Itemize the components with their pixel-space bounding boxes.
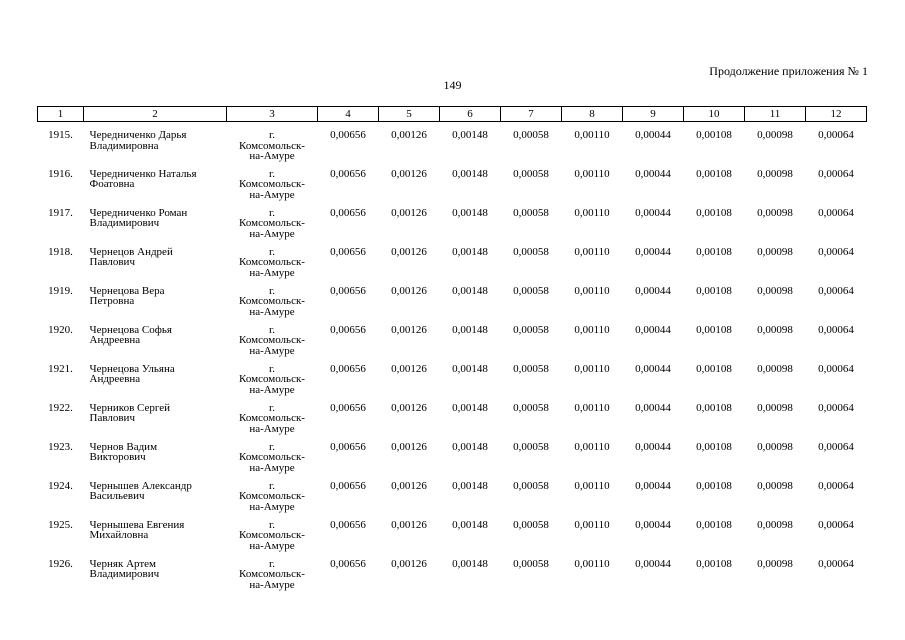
person-name-line: Чернышев Александр: [89, 479, 192, 492]
value-cell: 0,00064: [818, 245, 854, 258]
value-cell: 0,00058: [513, 362, 549, 375]
table-row: [38, 169, 867, 208]
value-cell: 0,00110: [574, 479, 610, 492]
value-cell: 0,00044: [635, 206, 671, 219]
city-name: [227, 169, 318, 208]
person-name-line: Черняк Артем: [89, 557, 157, 570]
value-cell: 0,00108: [696, 129, 732, 141]
value-cell: 0,00098: [757, 401, 793, 414]
value-cell: 0,00044: [635, 479, 671, 492]
value-cell: 0,00126: [391, 440, 427, 453]
person-name-line: Чередниченко Наталья: [89, 167, 197, 180]
row-number: 1924.: [48, 479, 73, 492]
city-name: [227, 286, 318, 325]
value-cell: 0,00108: [696, 362, 732, 375]
city-name-line: на-Амуре: [249, 500, 295, 513]
city-name: [227, 481, 318, 520]
value-cell: 0,00148: [452, 167, 488, 180]
city-name-line: Комсомольск-: [239, 178, 305, 190]
value-cell: 0,00044: [635, 245, 671, 258]
person-name-line: Чернышева Евгения: [89, 518, 185, 531]
city-name-line: Комсомольск-: [239, 256, 305, 268]
value-cell: 0,00098: [757, 323, 793, 336]
value-cell: 0,00044: [635, 401, 671, 414]
value-cell: 0,00126: [391, 245, 427, 258]
value-cell: 0,00656: [330, 479, 366, 492]
value-cell: 0,00058: [513, 557, 549, 570]
value-cell: 0,00098: [757, 245, 793, 258]
row-number: 1918.: [48, 245, 73, 258]
value-cell: 0,00098: [757, 206, 793, 219]
city-name-line: Комсомольск-: [239, 334, 305, 346]
city-name-line: Комсомольск-: [239, 139, 305, 152]
person-name: [84, 208, 227, 247]
value-cell: 0,00058: [513, 167, 549, 180]
value-cell: 0,00064: [818, 518, 854, 531]
value-cell: 0,00110: [574, 518, 610, 531]
person-name: [84, 403, 227, 442]
value-cell: 0,00098: [757, 167, 793, 180]
person-name: [84, 559, 227, 598]
city-name-line: г.: [268, 323, 276, 336]
row-number: 1916.: [48, 167, 73, 180]
value-cell: 0,00148: [452, 245, 488, 258]
value-cell: 0,00064: [818, 206, 854, 219]
column-header: 4: [318, 107, 379, 122]
city-name-line: на-Амуре: [249, 150, 295, 162]
person-name-line: Павлович: [89, 256, 135, 268]
value-cell: 0,00656: [330, 440, 366, 453]
value-cell: 0,00148: [452, 206, 488, 219]
value-cell: 0,00148: [452, 479, 488, 492]
value-cell: 0,00656: [330, 167, 366, 180]
table-row: [38, 208, 867, 247]
city-name-line: Комсомольск-: [239, 568, 305, 580]
person-name: [84, 364, 227, 403]
value-cell: 0,00126: [391, 129, 427, 141]
city-name-line: г.: [268, 362, 276, 375]
column-header: 11: [745, 107, 806, 122]
value-cell: 0,00058: [513, 129, 549, 141]
table-row: [38, 442, 867, 481]
row-number: 1917.: [48, 206, 73, 219]
table-row: [38, 325, 867, 364]
person-name-line: Викторович: [89, 451, 146, 463]
column-header: 1: [38, 107, 84, 122]
person-name: [84, 481, 227, 520]
city-name: [227, 442, 318, 481]
row-number: 1923.: [48, 440, 73, 453]
value-cell: 0,00126: [391, 479, 427, 492]
city-name-line: на-Амуре: [249, 266, 295, 279]
city-name-line: на-Амуре: [249, 539, 295, 552]
value-cell: 0,00126: [391, 557, 427, 570]
table-row: [38, 122, 867, 169]
value-cell: 0,00148: [452, 518, 488, 531]
row-number: 1919.: [48, 284, 73, 297]
value-cell: 0,00044: [635, 284, 671, 297]
person-name-line: Владимирович: [89, 568, 160, 580]
value-cell: 0,00064: [818, 362, 854, 375]
value-cell: 0,00044: [635, 440, 671, 453]
value-cell: 0,00108: [696, 284, 732, 297]
column-header: 6: [440, 107, 501, 122]
column-header: 3: [227, 107, 318, 122]
city-name-line: на-Амуре: [249, 383, 295, 396]
value-cell: 0,00108: [696, 206, 732, 219]
value-cell: 0,00064: [818, 167, 854, 180]
value-cell: 0,00656: [330, 129, 366, 141]
value-cell: 0,00058: [513, 518, 549, 531]
city-name: [227, 403, 318, 442]
city-name-line: на-Амуре: [249, 344, 295, 357]
value-cell: 0,00044: [635, 323, 671, 336]
value-cell: 0,00044: [635, 129, 671, 141]
city-name: [227, 325, 318, 364]
value-cell: 0,00044: [635, 362, 671, 375]
column-header: 2: [84, 107, 227, 122]
table-body: [38, 122, 867, 598]
city-name: [227, 208, 318, 247]
city-name: [227, 364, 318, 403]
person-name: [84, 520, 227, 559]
value-cell: 0,00098: [757, 362, 793, 375]
person-name-line: Павлович: [89, 412, 135, 424]
row-number: 1920.: [48, 323, 73, 336]
person-name-line: Чернецов Андрей: [89, 245, 173, 258]
appendix-table: [37, 106, 867, 598]
value-cell: 0,00058: [513, 440, 549, 453]
value-cell: 0,00110: [574, 206, 610, 219]
city-name-line: г.: [268, 167, 276, 180]
column-header: 12: [806, 107, 867, 122]
value-cell: 0,00058: [513, 479, 549, 492]
value-cell: 0,00108: [696, 245, 732, 258]
column-header: 9: [623, 107, 684, 122]
table-row: [38, 247, 867, 286]
city-name-line: г.: [268, 401, 276, 414]
value-cell: 0,00126: [391, 401, 427, 414]
value-cell: 0,00656: [330, 206, 366, 219]
person-name-line: Черников Сергей: [89, 401, 171, 414]
value-cell: 0,00098: [757, 479, 793, 492]
value-cell: 0,00126: [391, 284, 427, 297]
person-name-line: Андреевна: [89, 373, 141, 385]
table-row: [38, 286, 867, 325]
value-cell: 0,00110: [574, 323, 610, 336]
row-number: 1922.: [48, 401, 73, 414]
person-name-line: Фоатовна: [89, 178, 135, 190]
city-name: [227, 520, 318, 559]
value-cell: 0,00098: [757, 284, 793, 297]
value-cell: 0,00656: [330, 284, 366, 297]
city-name-line: на-Амуре: [249, 422, 295, 435]
value-cell: 0,00108: [696, 401, 732, 414]
value-cell: 0,00064: [818, 401, 854, 414]
value-cell: 0,00108: [696, 518, 732, 531]
city-name-line: г.: [268, 284, 276, 297]
value-cell: 0,00656: [330, 323, 366, 336]
table-row: [38, 481, 867, 520]
table-row: [38, 403, 867, 442]
value-cell: 0,00148: [452, 440, 488, 453]
value-cell: 0,00064: [818, 440, 854, 453]
value-cell: 0,00110: [574, 129, 610, 141]
city-name-line: на-Амуре: [249, 578, 295, 591]
value-cell: 0,00656: [330, 557, 366, 570]
city-name: [227, 559, 318, 598]
person-name-line: Чернецова Ульяна: [89, 362, 175, 375]
value-cell: 0,00656: [330, 245, 366, 258]
city-name-line: г.: [268, 440, 276, 453]
page-number: 149: [443, 78, 462, 92]
city-name-line: Комсомольск-: [239, 217, 305, 229]
value-cell: 0,00126: [391, 518, 427, 531]
value-cell: 0,00108: [696, 440, 732, 453]
value-cell: 0,00058: [513, 401, 549, 414]
table-row: [38, 559, 867, 598]
value-cell: 0,00110: [574, 440, 610, 453]
table-row: [38, 364, 867, 403]
person-name: [84, 122, 227, 169]
city-name-line: на-Амуре: [249, 227, 295, 240]
city-name-line: г.: [268, 245, 276, 258]
value-cell: 0,00126: [391, 167, 427, 180]
city-name: [227, 247, 318, 286]
city-name-line: г.: [268, 206, 276, 219]
city-name-line: Комсомольск-: [239, 412, 305, 424]
value-cell: 0,00098: [757, 557, 793, 570]
value-cell: 0,00126: [391, 323, 427, 336]
person-name-line: Чередниченко Дарья: [89, 129, 187, 141]
value-cell: 0,00110: [574, 167, 610, 180]
person-name-line: Чередниченко Роман: [89, 206, 188, 219]
value-cell: 0,00110: [574, 401, 610, 414]
column-header: 5: [379, 107, 440, 122]
value-cell: 0,00108: [696, 167, 732, 180]
value-cell: 0,00148: [452, 129, 488, 141]
person-name: [84, 169, 227, 208]
value-cell: 0,00126: [391, 362, 427, 375]
column-header-row: [38, 107, 867, 122]
city-name-line: г.: [268, 479, 276, 492]
column-header: 7: [501, 107, 562, 122]
value-cell: 0,00148: [452, 401, 488, 414]
value-cell: 0,00098: [757, 518, 793, 531]
city-name-line: Комсомольск-: [239, 295, 305, 307]
city-name-line: Комсомольск-: [239, 451, 305, 463]
value-cell: 0,00058: [513, 245, 549, 258]
value-cell: 0,00656: [330, 401, 366, 414]
value-cell: 0,00058: [513, 323, 549, 336]
city-name-line: Комсомольск-: [239, 490, 305, 502]
row-number: 1915.: [48, 129, 73, 141]
person-name-line: Владимирович: [89, 217, 160, 229]
person-name: [84, 325, 227, 364]
city-name-line: на-Амуре: [249, 305, 295, 318]
value-cell: 0,00108: [696, 479, 732, 492]
value-cell: 0,00148: [452, 323, 488, 336]
value-cell: 0,00064: [818, 129, 854, 141]
value-cell: 0,00126: [391, 206, 427, 219]
value-cell: 0,00108: [696, 557, 732, 570]
value-cell: 0,00656: [330, 518, 366, 531]
person-name-line: Чернецова Софья: [89, 323, 172, 336]
value-cell: 0,00064: [818, 557, 854, 570]
row-number: 1925.: [48, 518, 73, 531]
person-name-line: Васильевич: [89, 490, 145, 502]
person-name-line: Чернов Вадим: [89, 440, 158, 453]
person-name-line: Чернецова Вера: [89, 284, 165, 297]
value-cell: 0,00058: [513, 206, 549, 219]
value-cell: 0,00108: [696, 323, 732, 336]
value-cell: 0,00058: [513, 284, 549, 297]
person-name: [84, 247, 227, 286]
value-cell: 0,00064: [818, 479, 854, 492]
value-cell: 0,00110: [574, 245, 610, 258]
city-name-line: на-Амуре: [249, 188, 295, 201]
value-cell: 0,00064: [818, 284, 854, 297]
value-cell: 0,00064: [818, 323, 854, 336]
city-name-line: Комсомольск-: [239, 373, 305, 385]
city-name-line: г.: [268, 518, 276, 531]
person-name-line: Михайловна: [89, 529, 149, 541]
person-name-line: Владимировна: [89, 139, 159, 152]
value-cell: 0,00098: [757, 440, 793, 453]
value-cell: 0,00656: [330, 362, 366, 375]
table-row: [38, 520, 867, 559]
column-header: 10: [684, 107, 745, 122]
city-name-line: на-Амуре: [249, 461, 295, 474]
value-cell: 0,00148: [452, 557, 488, 570]
value-cell: 0,00044: [635, 167, 671, 180]
value-cell: 0,00044: [635, 518, 671, 531]
value-cell: 0,00110: [574, 362, 610, 375]
value-cell: 0,00148: [452, 362, 488, 375]
row-number: 1926.: [48, 557, 73, 570]
city-name: [227, 122, 318, 169]
column-header: 8: [562, 107, 623, 122]
person-name-line: Петровна: [89, 295, 135, 307]
value-cell: 0,00110: [574, 284, 610, 297]
value-cell: 0,00098: [757, 129, 793, 141]
city-name-line: г.: [268, 557, 276, 570]
person-name-line: Андреевна: [89, 334, 141, 346]
row-number: 1921.: [48, 362, 73, 375]
value-cell: 0,00044: [635, 557, 671, 570]
value-cell: 0,00110: [574, 557, 610, 570]
city-name-line: г.: [268, 129, 276, 141]
person-name: [84, 286, 227, 325]
value-cell: 0,00148: [452, 284, 488, 297]
city-name-line: Комсомольск-: [239, 529, 305, 541]
person-name: [84, 442, 227, 481]
continuation-note: Продолжение приложения № 1: [709, 64, 868, 78]
